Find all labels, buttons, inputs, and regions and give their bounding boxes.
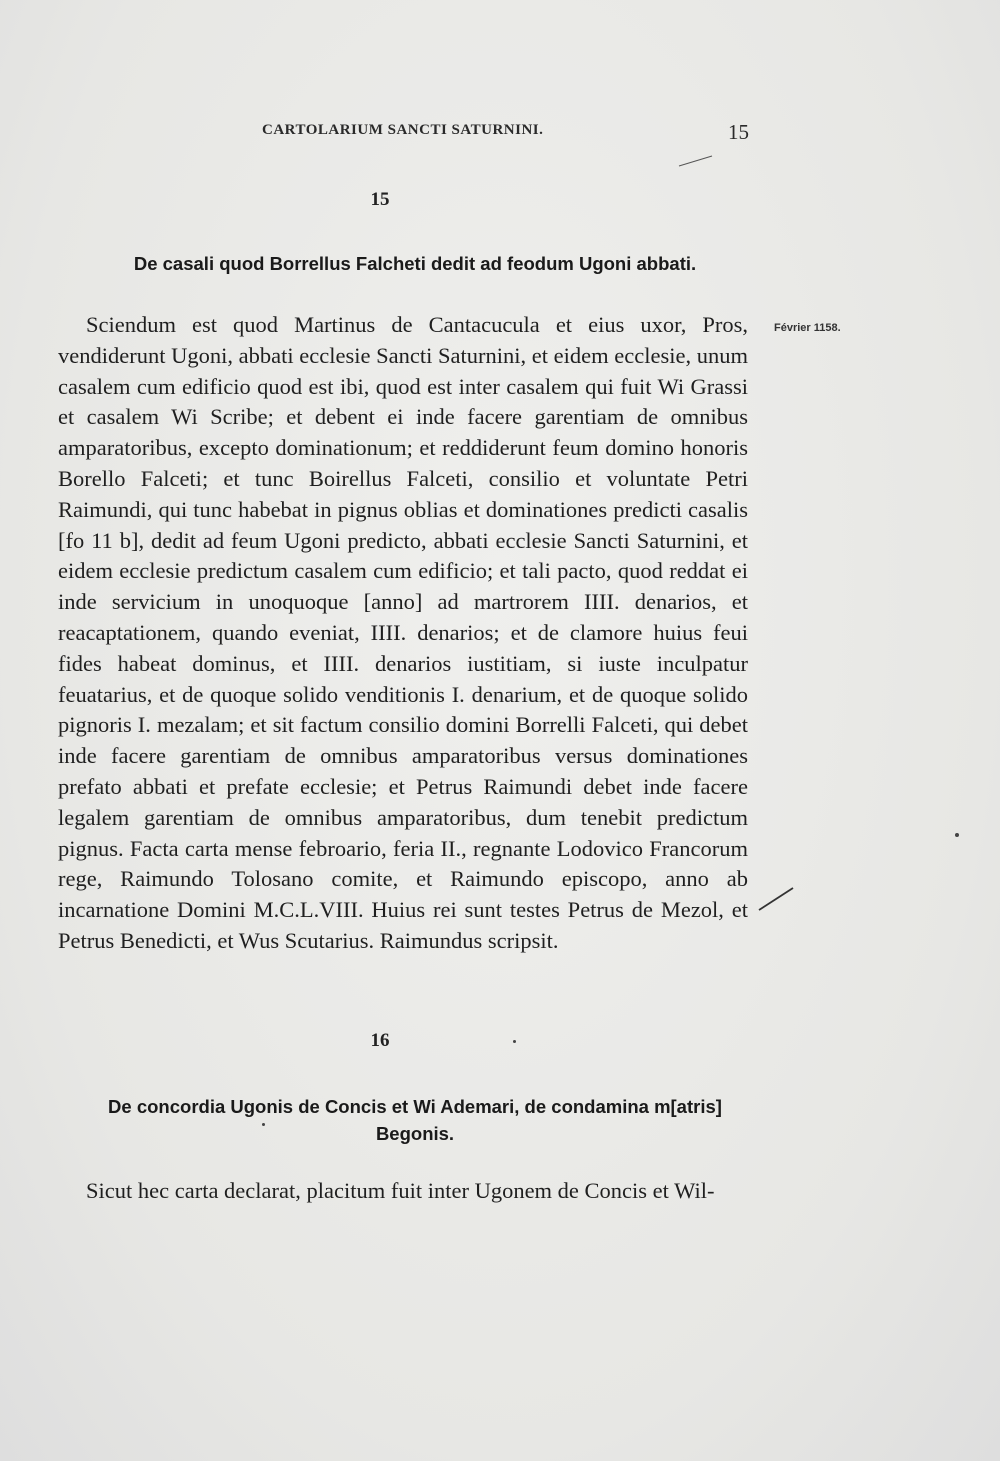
ink-speck	[513, 1040, 516, 1043]
ink-speck	[955, 833, 959, 837]
charter-body	[58, 310, 748, 957]
charter-paragraph: Sciendum est quod Martinus de Cantacucula et eius uxor, Pros, vendiderunt Ugoni, abbati ecclesie Sancti Saturnini, et eidem ecclesie, unum casalem cum edificio quod est ibi, quod est inter casalem qui fuit Wi Grassi et casalem Wi Scribe; et debent ei inde facere garentiam de omnibus amparatoribus, excepto dominationum; et reddiderunt feum domino honoris Borello Falceti; et tunc Boirellus Falceti, consilio et voluntate Petri Raimundi, qui tunc habebat in pignus oblias et dominationes predicti casalis [fo 11 b], dedit ad feum Ugoni predicto, abbati ecclesie Sancti Saturnini, et eidem ecclesie predictum casalem cum edificio; et tali pacto, quod reddat ei inde servicium in unoquoque [anno] ad martrorem IIII. denarios, et reacaptationem, quando eveniat, IIII. denarios; et de clamore huius feui fides habeat dominus, et IIII. denarios iustitiam, si iuste inculpatur feuatarius, et de quoque solido venditionis I. denarium, et de quoque solido pignoris I. mezalam; et sit factum consilio domini Borrelli Falceti, qui debet inde facere garentiam de omnibus amparatoribus versus dominationes prefato abbati et prefate ecclesie; et Petrus Raimundi debet inde facere legalem garentiam de omnibus amparatoribus, dum tenebit predictum pignus. Facta carta mense febroario, feria II., regnante Lodovico Francorum rege, Raimundo Tolosano comite, et Raimundo episcopo, anno ab incarnatione Domini M.C.L.VIII. Huius rei sunt testes Petrus de Mezol, et Petrus Benedicti, et Wus Scutarius. Raimundus scripsit.	[58, 312, 748, 953]
charter-number: 15	[370, 189, 390, 210]
pen-stroke-mark	[756, 884, 796, 914]
charter-number: 16	[370, 1030, 390, 1051]
charter-title: De casali quod Borrellus Falcheti dedit ad feodum Ugoni abbati.	[133, 253, 697, 274]
charter-title: De concordia Ugonis de Concis et Wi Ademari, de condamina m[atris] Begonis.	[108, 1096, 722, 1144]
charter-paragraph: Sicut hec carta declarat, placitum fuit inter Ugonem de Concis et Wil-	[86, 1178, 715, 1203]
charter-body	[58, 1176, 748, 1207]
margin-date: Février 1158.	[774, 322, 841, 334]
page-number: 15	[728, 120, 749, 144]
ink-speck	[262, 1123, 265, 1126]
pen-stroke-mark	[676, 153, 716, 169]
running-head: CARTOLARIUM SANCTI SATURNINI.	[262, 122, 544, 138]
